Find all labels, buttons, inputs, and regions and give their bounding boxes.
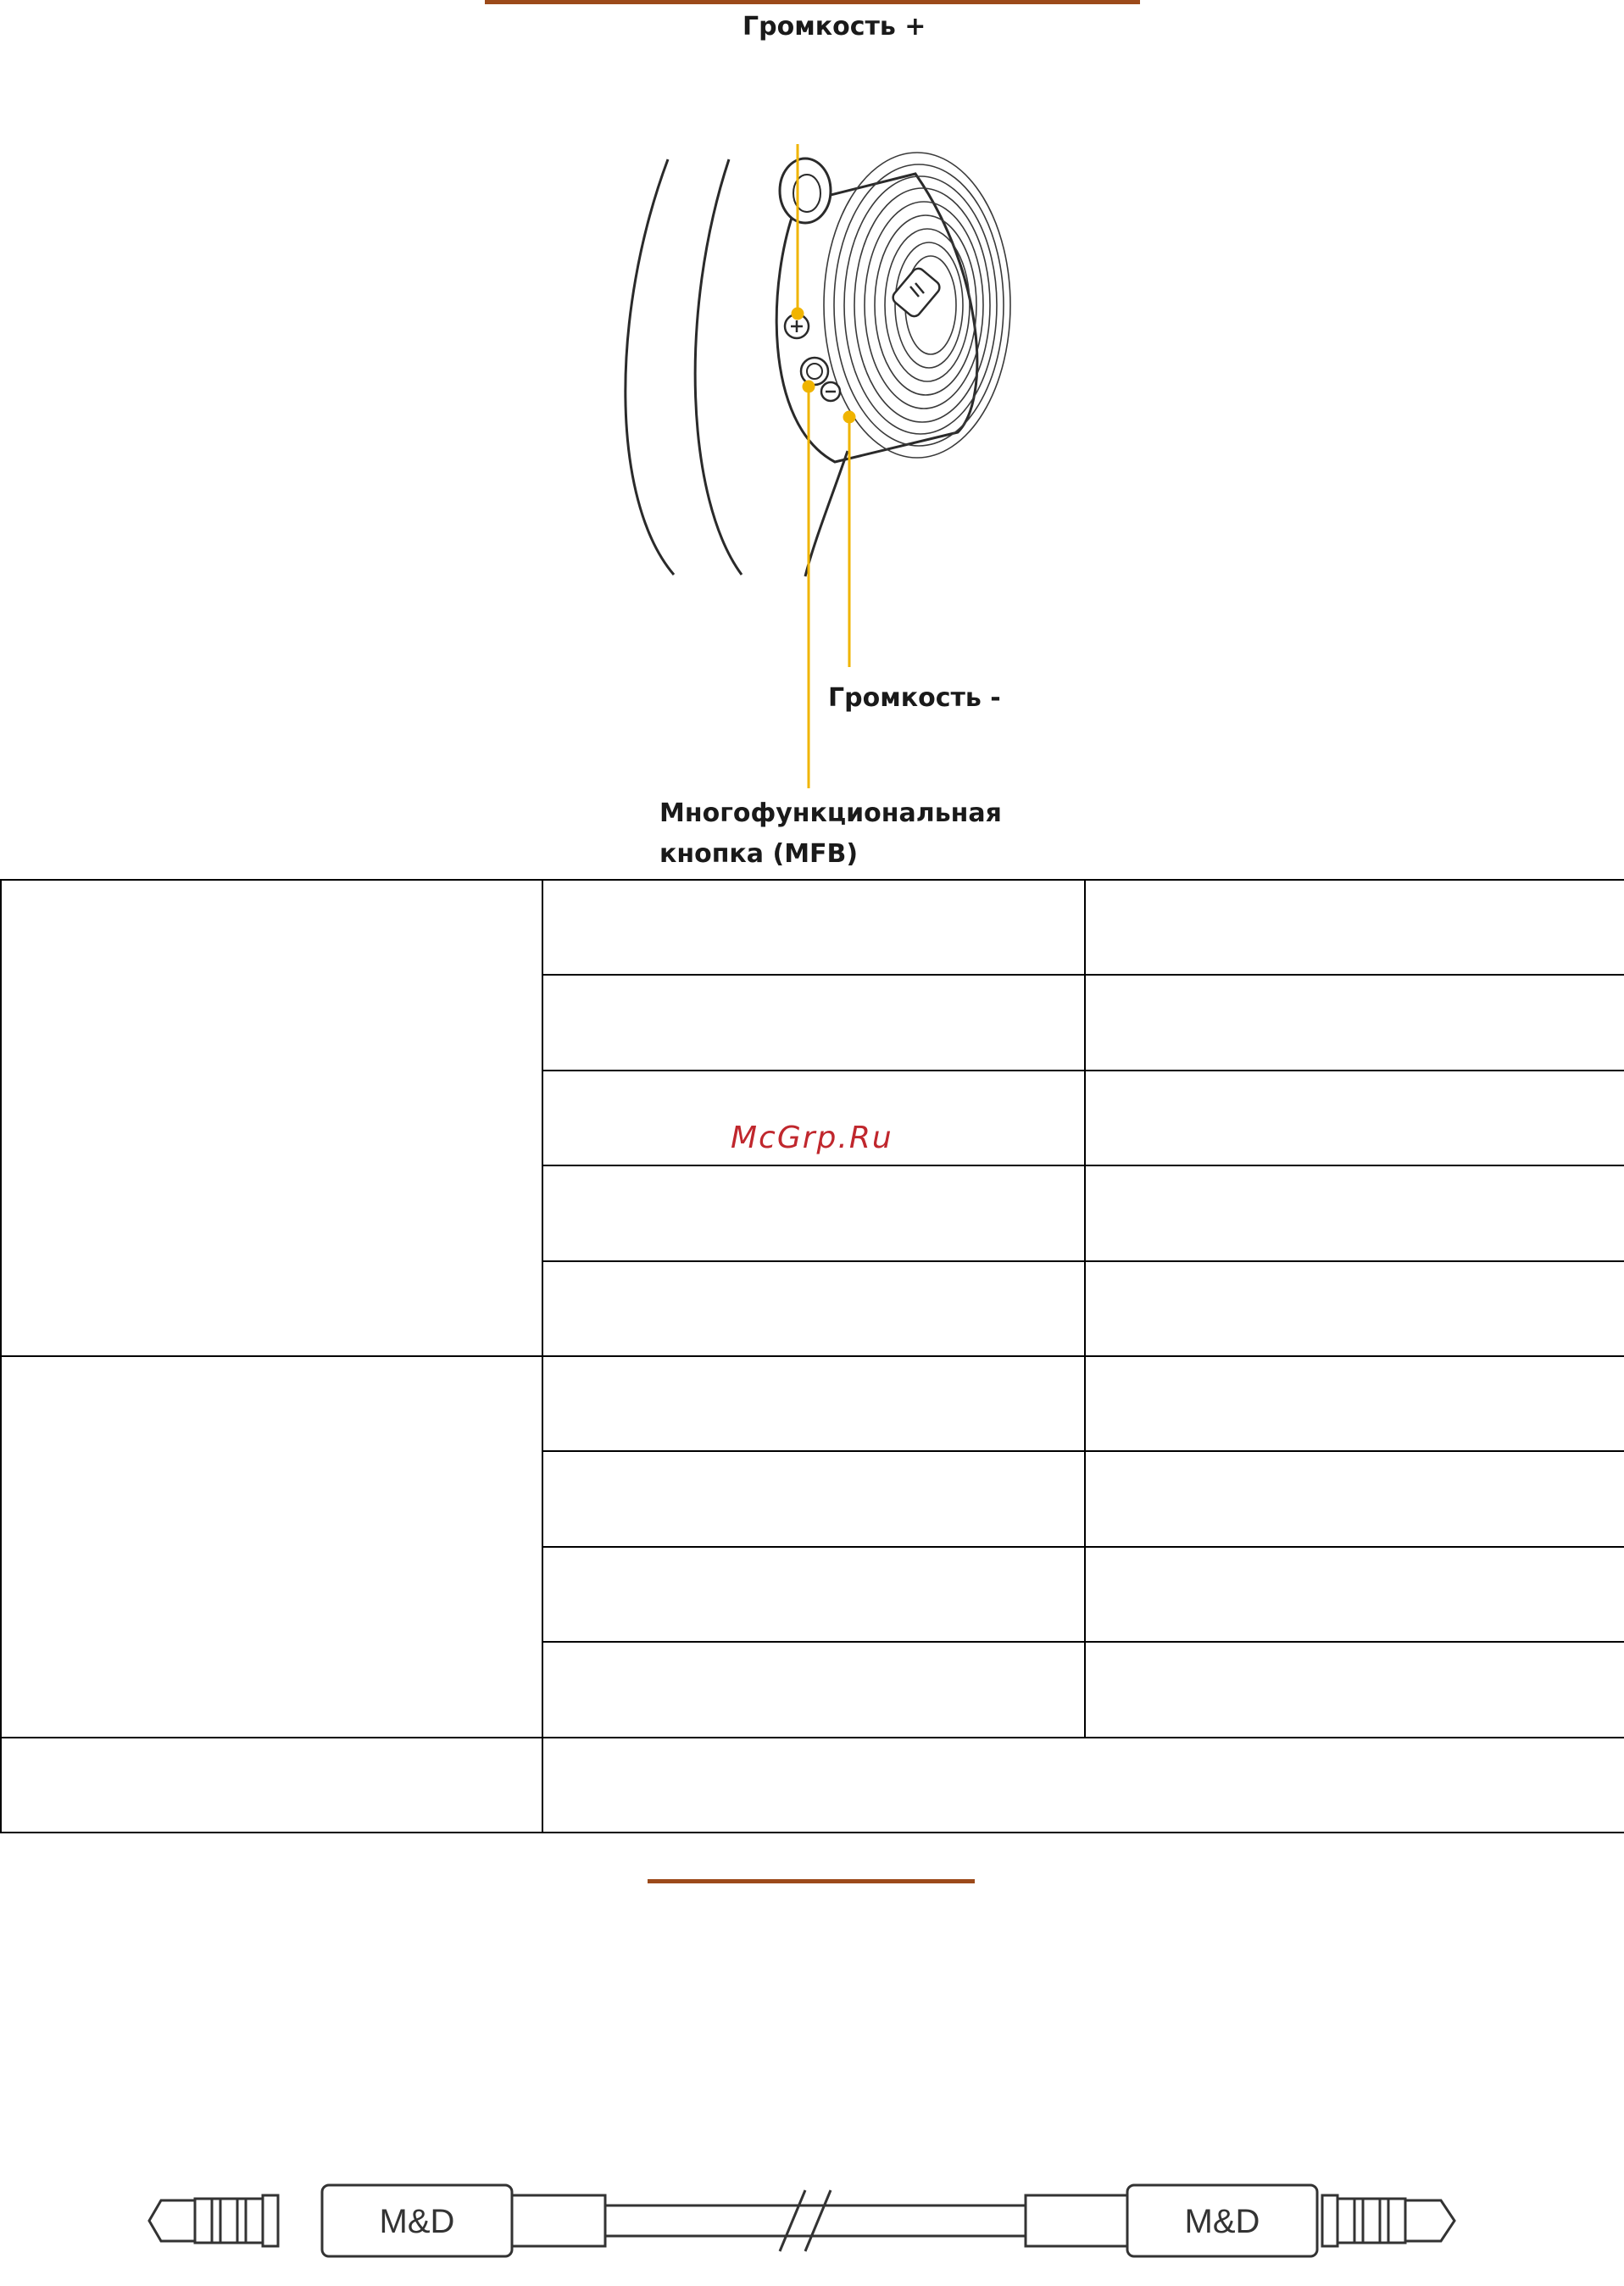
right-jack-tip <box>1405 2200 1454 2241</box>
table-cell <box>1085 1356 1624 1451</box>
controls-table <box>0 879 1624 1833</box>
watermark: McGrp.Ru <box>731 1121 893 1155</box>
label-volume-down: Громкость - <box>828 683 1001 713</box>
table-cell <box>542 1642 1085 1737</box>
section-rule-top <box>485 0 1140 4</box>
table-cell <box>1085 1165 1624 1260</box>
table-cell <box>1085 880 1624 975</box>
table-cell <box>542 1547 1085 1642</box>
table-cell <box>542 1356 1085 1451</box>
table-cell <box>542 880 1085 975</box>
table-cell <box>542 975 1085 1070</box>
table-cell <box>1 880 542 1356</box>
table-row <box>1 1738 1624 1833</box>
left-jack-tip <box>149 2200 195 2241</box>
table-row <box>1 1356 1624 1451</box>
table-cell <box>1085 1642 1624 1737</box>
label-volume-up: Громкость + <box>742 12 926 42</box>
table-cell <box>1085 975 1624 1070</box>
table-cell <box>1 1356 542 1738</box>
table-cell <box>542 1261 1085 1356</box>
table-cell <box>1085 1071 1624 1165</box>
section-rule-bottom <box>648 1879 975 1883</box>
label-mfb-line1: Многофункциональная <box>659 798 1002 828</box>
table-cell <box>542 1165 1085 1260</box>
label-mfb-line2: кнопка (MFB) <box>659 839 859 869</box>
left-plug-brand: M&D <box>379 2203 455 2240</box>
headband-outer <box>626 159 674 575</box>
earcup-cable <box>805 451 848 576</box>
table-row <box>1 880 1624 975</box>
table-cell <box>1085 1451 1624 1546</box>
volume-down-button-icon <box>821 382 840 401</box>
table-cell <box>1 1738 542 1833</box>
right-plug-brand: M&D <box>1184 2203 1260 2240</box>
table-cell <box>1085 1547 1624 1642</box>
table-cell <box>542 1738 1624 1833</box>
headphone-earcup-diagram <box>593 144 1034 882</box>
audio-cable-diagram <box>136 2170 1492 2272</box>
table-cell <box>542 1451 1085 1546</box>
headband-inner <box>695 159 742 575</box>
table-cell <box>1085 1261 1624 1356</box>
mfb-button-icon <box>801 358 828 385</box>
